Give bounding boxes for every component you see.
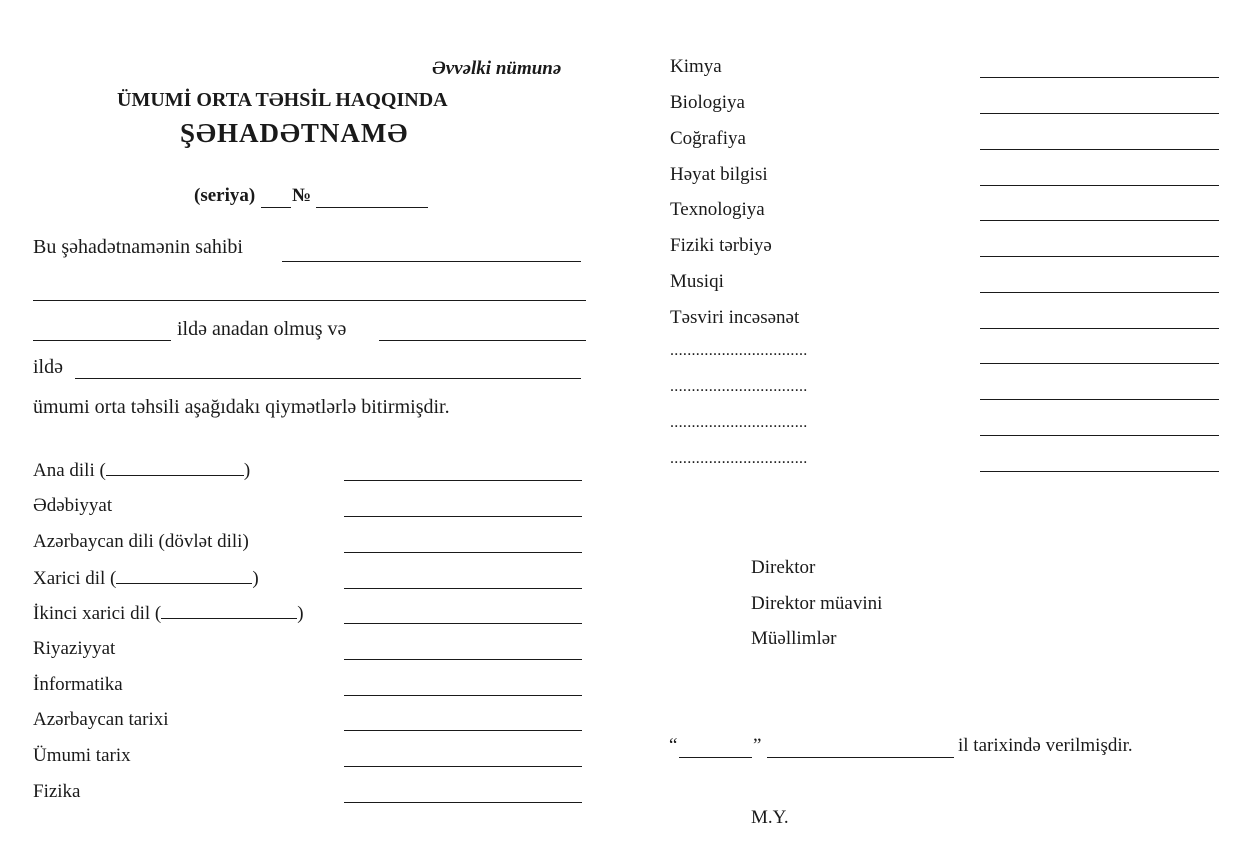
grade-blank[interactable] — [980, 292, 1219, 293]
grade-blank[interactable] — [980, 363, 1219, 364]
subject-row — [33, 674, 123, 696]
subject-name: Həyat bilgisi — [670, 164, 768, 185]
certificate-title: ŞƏHADƏTNAMƏ — [180, 118, 409, 148]
number-sign: № — [292, 185, 312, 206]
subject-name: İnformatika — [33, 674, 123, 695]
director-label: Direktor — [751, 557, 816, 578]
grade-blank[interactable] — [344, 623, 582, 624]
subject-name: Kimya — [670, 56, 722, 77]
grade-blank[interactable] — [980, 399, 1219, 400]
grade-blank[interactable] — [344, 516, 582, 517]
subject-row — [33, 709, 169, 731]
subject-row — [33, 781, 81, 803]
close-quote: ” — [753, 735, 762, 756]
subject-name: Coğrafiya — [670, 128, 746, 149]
born-label: ildə anadan olmuş və — [177, 318, 347, 340]
number-blank[interactable] — [316, 207, 428, 208]
graduation-year-blank[interactable] — [75, 378, 581, 379]
subject-name: Riyaziyyat — [33, 638, 116, 659]
grade-blank[interactable] — [344, 730, 582, 731]
language-blank[interactable] — [161, 602, 297, 619]
subject-row: Ana dili ( ) — [33, 460, 251, 481]
subject-name: Fiziki tərbiyə — [670, 235, 772, 256]
completed-label: ümumi orta təhsili aşağıdakı qiymətlərlə bitirmişdir. — [33, 396, 450, 418]
subject-row: İkinci xarici dil ( ) — [33, 603, 304, 624]
subject-row — [33, 531, 249, 553]
birth-year-blank[interactable] — [33, 340, 171, 341]
subject-row — [33, 745, 131, 767]
subject-name: Ədəbiyyat — [33, 495, 113, 516]
grade-blank[interactable] — [980, 328, 1219, 329]
subject-name: Azərbaycan tarixi — [33, 709, 169, 730]
owner-name-blank[interactable] — [282, 261, 581, 262]
subject-name: İkinci xarici dil ( — [33, 603, 162, 624]
extra-subject-dots: ................................ — [670, 450, 808, 467]
grade-blank[interactable] — [980, 77, 1219, 78]
subject-name: Musiqi — [670, 271, 724, 292]
extra-subject-dots: ................................ — [670, 342, 808, 359]
year-label: ildə — [33, 356, 63, 378]
subject-name: Ana dili ( — [33, 460, 106, 481]
series-label: (seriya) — [194, 185, 256, 206]
grade-blank[interactable] — [344, 552, 582, 553]
deputy-director-label: Direktor müavini — [751, 593, 883, 614]
subject-name: Təsviri incəsənət — [670, 307, 800, 328]
grade-blank[interactable] — [980, 435, 1219, 436]
grade-blank[interactable] — [980, 256, 1219, 257]
subject-row — [33, 495, 112, 517]
open-quote: “ — [669, 735, 678, 756]
grade-blank[interactable] — [980, 185, 1219, 186]
grade-blank[interactable] — [980, 220, 1219, 221]
subject-name: Azərbaycan dili (dövlət dili) — [33, 531, 249, 552]
grade-blank[interactable] — [344, 659, 582, 660]
subject-name: Ümumi tarix — [33, 745, 131, 766]
previous-sample-label: Əvvəlki nümunə — [432, 58, 562, 79]
grade-blank[interactable] — [344, 588, 582, 589]
extra-subject-dots: ................................ — [670, 378, 808, 395]
owner-name-blank-2[interactable] — [33, 300, 586, 301]
subject-name: Fizika — [33, 781, 81, 802]
grade-blank[interactable] — [980, 149, 1219, 150]
grade-blank[interactable] — [980, 471, 1219, 472]
grade-blank[interactable] — [344, 766, 582, 767]
seal-label: M.Y. — [751, 807, 789, 828]
subject-name: Texnologiya — [670, 199, 765, 220]
teachers-label: Müəllimlər — [751, 628, 837, 649]
subject-row: Xarici dil ( ) — [33, 568, 259, 589]
language-blank[interactable] — [106, 459, 244, 476]
owner-label: Bu şəhadətnamənin sahibi — [33, 236, 243, 258]
issue-day-blank[interactable] — [679, 757, 752, 758]
issue-date-text: il tarixində verilmişdir. — [958, 735, 1133, 756]
language-blank[interactable] — [116, 567, 252, 584]
issue-month-year-blank[interactable] — [767, 757, 954, 758]
subject-row — [33, 638, 115, 660]
subject-name: Biologiya — [670, 92, 745, 113]
certificate-title-line1: ÜMUMİ ORTA TƏHSİL HAQQINDA — [117, 89, 448, 111]
school-blank[interactable] — [379, 340, 586, 341]
grade-blank[interactable] — [344, 802, 582, 803]
grade-blank[interactable] — [344, 480, 582, 481]
grade-blank[interactable] — [980, 113, 1219, 114]
extra-subject-dots: ................................ — [670, 414, 808, 431]
series-blank[interactable] — [261, 207, 291, 208]
grade-blank[interactable] — [344, 695, 582, 696]
subject-name: Xarici dil ( — [33, 568, 117, 589]
